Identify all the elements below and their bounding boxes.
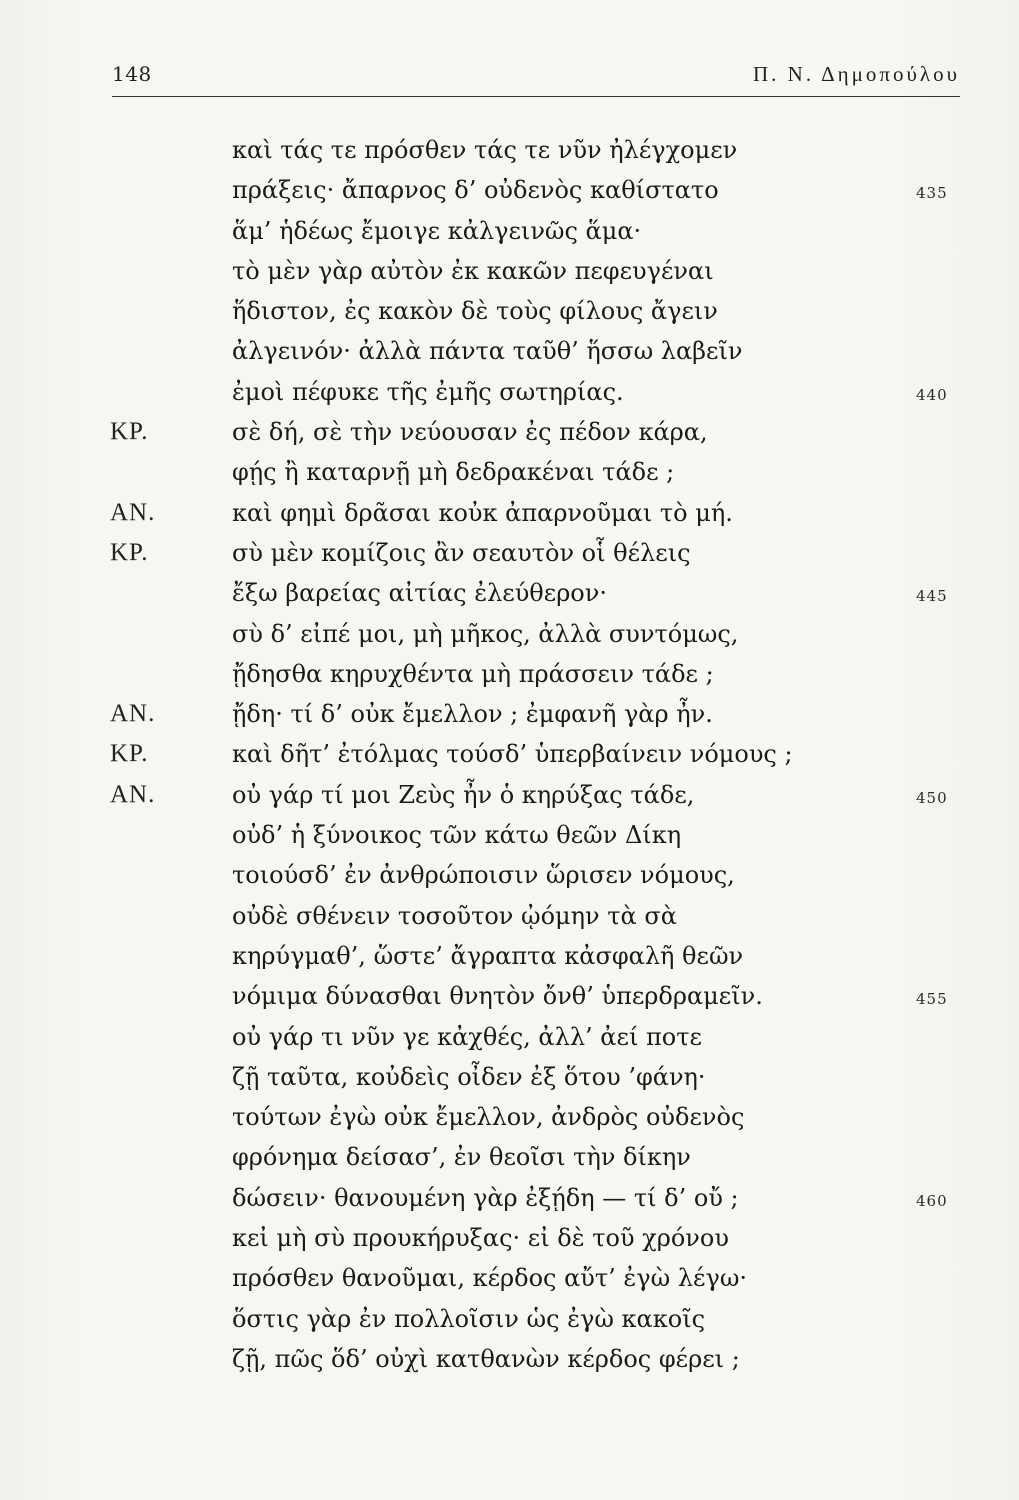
verse-text-line: πρόσθεν θανοῦμαι, κέρδος αὔτ’ ἐγὼ λέγω· [232, 1264, 748, 1293]
verse-line [110, 372, 970, 412]
verse-line [110, 1178, 970, 1218]
speaker-label: ΚΡ. [110, 418, 149, 446]
verse-line [110, 452, 970, 492]
verse-line [110, 1218, 970, 1258]
verse-line [110, 1299, 970, 1339]
verse-line [110, 291, 970, 331]
verse-line [110, 211, 970, 251]
verse-text-line: τὸ μὲν γὰρ αὐτὸν ἐκ κακῶν πεφευγέναι [232, 256, 714, 285]
verse-text-line: ἥδιστον, ἐς κακὸν δὲ τοὺς φίλους ἄγειν [232, 297, 718, 326]
verse-text-line: φῄς ἢ καταρνῇ μὴ δεδρακέναι τάδε ; [232, 458, 675, 487]
verse-text-line: καὶ δῆτ’ ἐτόλμας τούσδ’ ὑπερβαίνειν νόμους ; [232, 740, 793, 769]
verse-line [110, 412, 970, 452]
verse-text-line: ἔξω βαρείας αἰτίας ἐλεύθερον· [232, 579, 607, 608]
verse-text-line: οὐδὲ σθένειν τοσοῦτον ᾠόμην τὰ σὰ [232, 901, 677, 930]
verse-text [110, 130, 970, 1379]
line-number: 445 [916, 587, 948, 606]
verse-line [110, 1097, 970, 1137]
verse-line [110, 170, 970, 210]
verse-text-line: πράξεις· ἄπαρνος δ’ οὐδενὸς καθίστατο [232, 176, 719, 205]
verse-line [110, 694, 970, 734]
verse-line [110, 815, 970, 855]
speaker-label: ΑΝ. [110, 780, 156, 808]
verse-text-line: σὺ δ’ εἰπέ μοι, μὴ μῆκος, ἀλλὰ συντόμως, [232, 619, 739, 648]
line-number: 460 [916, 1191, 948, 1210]
verse-line [110, 533, 970, 573]
verse-text-line: οὐ γάρ τί μοι Ζεὺς ἦν ὁ κηρύξας τάδε, [232, 780, 695, 809]
verse-line [110, 493, 970, 533]
verse-text-line: τοιούσδ’ ἐν ἀνθρώποισιν ὥρισεν νόμους, [232, 861, 735, 890]
speaker-label: ΑΝ. [110, 700, 156, 728]
line-number: 455 [916, 990, 948, 1009]
verse-text-line: νόμιμα δύνασθαι θνητὸν ὄνθ’ ὑπερδραμεῖν. [232, 982, 763, 1011]
verse-line [110, 1339, 970, 1379]
verse-line [110, 251, 970, 291]
verse-line [110, 936, 970, 976]
verse-text-line: ὅστις γὰρ ἐν πολλοῖσιν ὡς ἐγὼ κακοῖς [232, 1304, 706, 1333]
verse-text-line: ζῇ, πῶς ὅδ’ οὐχὶ κατθανὼν κέρδος φέρει ; [232, 1344, 740, 1373]
running-head-author: Π. Ν. Δημοπούλου [753, 62, 960, 86]
verse-line [110, 1137, 970, 1177]
verse-text-line: φρόνημα δείσασ’, ἐν θεοῖσι τὴν δίκην [232, 1143, 691, 1172]
verse-line [110, 1258, 970, 1298]
verse-line [110, 130, 970, 170]
verse-line [110, 654, 970, 694]
verse-line [110, 614, 970, 654]
verse-line [110, 1017, 970, 1057]
verse-line [110, 573, 970, 613]
verse-text-line: κηρύγμαθ’, ὥστε’ ἄγραπτα κἀσφαλῆ θεῶν [232, 941, 744, 970]
verse-text-line: σὺ μὲν κομίζοις ἂν σεαυτὸν οἷ θέλεις [232, 538, 691, 567]
verse-text-line: καὶ τάς τε πρόσθεν τάς τε νῦν ἠλέγχομεν [232, 136, 738, 164]
speaker-label: ΑΝ. [110, 498, 156, 526]
verse-text-line: δώσειν· θανουμένη γὰρ ἐξῄδη — τί δ’ οὔ ; [232, 1183, 739, 1212]
verse-text-line: ᾔδησθα κηρυχθέντα μὴ πράσσειν τάδε ; [232, 659, 714, 688]
verse-text-line: κεἰ μὴ σὺ προυκήρυξας· εἰ δὲ τοῦ χρόνου [232, 1224, 729, 1253]
running-head [112, 62, 960, 98]
verse-text-line: οὐδ’ ἡ ξύνοικος τῶν κάτω θεῶν Δίκη [232, 821, 682, 850]
verse-text-line: τούτων ἐγὼ οὐκ ἔμελλον, ἀνδρὸς οὐδενὸς [232, 1103, 745, 1132]
page-number: 148 [112, 62, 152, 86]
verse-text-line: ἀλγεινόν· ἀλλὰ πάντα ταῦθ’ ἥσσω λαβεῖν [232, 337, 743, 366]
header-rule [112, 96, 960, 97]
verse-line [110, 1057, 970, 1097]
verse-line [110, 896, 970, 936]
verse-line [110, 331, 970, 371]
verse-text-line: ζῇ ταῦτα, κοὐδεὶς οἶδεν ἐξ ὅτου ’φάνη· [232, 1062, 706, 1091]
verse-line [110, 734, 970, 774]
line-number: 450 [916, 788, 948, 807]
verse-text-line: καὶ φημὶ δρᾶσαι κοὐκ ἀπαρνοῦμαι τὸ μή. [232, 498, 733, 527]
verse-line [110, 855, 970, 895]
speaker-label: ΚΡ. [110, 740, 149, 768]
verse-text-line: οὐ γάρ τι νῦν γε κἀχθές, ἀλλ’ ἀεί ποτε [232, 1022, 702, 1051]
verse-text-line: ᾔδη· τί δ’ οὐκ ἔμελλον ; ἐμφανῆ γὰρ ἦν. [232, 700, 713, 729]
line-number: 440 [916, 385, 948, 404]
verse-line [110, 775, 970, 815]
line-number: 435 [916, 184, 948, 203]
verse-text-line: ἅμ’ ἡδέως ἔμοιγε κἀλγεινῶς ἅμα· [232, 216, 642, 245]
verse-text-line: ἐμοὶ πέφυκε τῆς ἐμῆς σωτηρίας. [232, 377, 624, 406]
speaker-label: ΚΡ. [110, 538, 149, 566]
verse-line [110, 976, 970, 1016]
verse-text-line: σὲ δή, σὲ τὴν νεύουσαν ἐς πέδον κάρα, [232, 418, 708, 447]
